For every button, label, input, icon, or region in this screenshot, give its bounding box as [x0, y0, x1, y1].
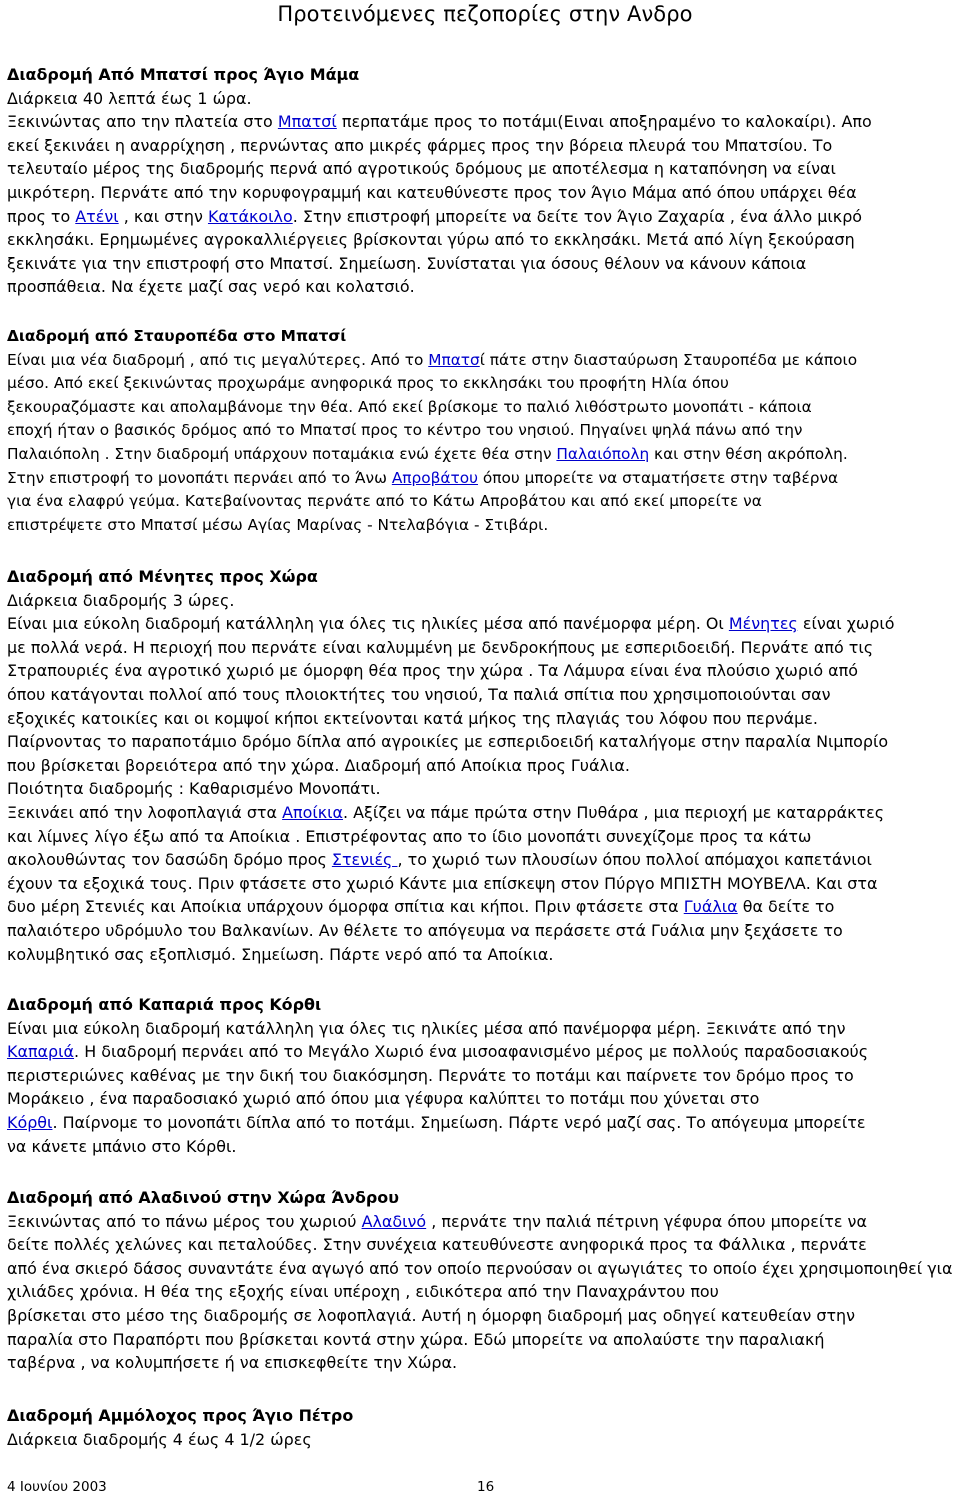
section-heading	[7, 993, 953, 1017]
place-link[interactable]: Μπατσ	[428, 350, 480, 369]
text-run: που βρίσκεται βορειότερα από την χώρα. Διαδρομή από Αποίκια προς Γυάλια.	[7, 755, 630, 775]
text-run: για	[927, 1258, 953, 1278]
text-line	[7, 490, 953, 514]
text-line	[7, 228, 953, 252]
text-line	[7, 1087, 953, 1111]
text-run: Είναι μια νέα διαδρομή , από τις μεγαλύτερες. Από το	[7, 350, 429, 369]
text-line	[7, 1328, 953, 1352]
text-line	[7, 396, 953, 420]
text-run: Διαδρομή από Αλαδινού στην Χώρα Άνδρου	[7, 1188, 400, 1207]
text-line	[7, 1428, 953, 1452]
text-run: Διαδρομή από Καπαριά προς Κόρθι	[7, 995, 322, 1014]
text-line	[7, 872, 953, 896]
text-run: Παίρνοντας το παραποτάμιο δρόμο δίπλα από αγροικίες με εσπεριδοειδή καταλήγομε στην παραλία Νιμπορίο	[7, 732, 889, 752]
text-run: έχουν τα εξοχικά τους. Πριν φτάσετε στο χωριό Κάντε μια επίσκεψη στον Πύργο ΜΠΙΣΤΗ ΜΟΥΒΕΛΑ. Και στα	[7, 873, 878, 893]
text-line	[7, 801, 953, 825]
text-line	[7, 181, 953, 205]
text-run: ακολουθώντας τον δασώδη δρόμο προς	[7, 850, 332, 870]
text-line	[7, 443, 953, 467]
text-run: παραλία στο Παραπόρτι που βρίσκεται κοντά στην χώρα. Εδώ μπορείτε να απολαύστε την παραλιακή	[7, 1329, 825, 1349]
page-title: Προτεινόμενες πεζοπορίες στην Ανδρο	[277, 2, 693, 26]
text-line	[7, 1135, 953, 1159]
text-line	[7, 1280, 953, 1304]
text-run: ταβέρνα , να κολυμπήσετε ή να επισκεφθείτε την Χώρα.	[7, 1353, 458, 1373]
text-run: Ξεκινάει από την λοφοπλαγιά στα	[7, 802, 283, 822]
text-run: . Η διαδρομή περνάει από το Μεγάλο Χωριό ένα μισοαφανισμένο μέρος με πολλούς παραδοσιακούς	[74, 1042, 869, 1062]
text-line	[7, 1017, 953, 1041]
text-run: , το χωριό των πλουσίων όπου πολλοί απόμαχοι καπετάνιοι	[397, 850, 872, 870]
text-line	[7, 110, 953, 134]
text-line	[7, 1257, 952, 1281]
text-run: Είναι μια εύκολη διαδρομή κατάλληλη για όλες τις ηλικίες μέσα από πανέμορφα μέρη. Οι	[7, 614, 729, 634]
text-line	[7, 419, 953, 443]
text-run: ί πάτε στην διασταύρωση Σταυροπέδα με κάποιο	[479, 350, 858, 369]
text-run: . Στην επιστροφή μπορείτε να δείτε τον Άγιο Ζαχαρία , ένα άλλο μικρό	[292, 206, 863, 226]
text-run: ξεκινάτε για την επιστροφή στο Μπατσί. Σημείωση. Συνίσταται για όσους θέλουν να κάνουν κάποια	[7, 253, 807, 273]
text-run: Διάρκεια διαδρομής 3 ώρες.	[7, 590, 235, 610]
place-link[interactable]: Απροβάτου	[391, 468, 479, 487]
place-link[interactable]: Κατάκοιλο	[207, 206, 293, 226]
text-run: βρίσκεται στο μέσο της διαδρομής σε λοφοπλαγιά. Αυτή η όμορφη διαδρομή μας οδηγεί κατευθείαν στην	[7, 1305, 856, 1325]
text-run: παλαιότερο υδρόμυλο του Βαλκανίων. Αν θέλετε το απόγευμα να περάσετε στά Γυάλια μην ξεχάσετε το	[7, 920, 843, 940]
text-run: τελευταίο μέρος της διαδρομής περνά από αγροτικούς δρόμους με αποτέλεσμα η καταπόνηση να είναι	[7, 159, 836, 179]
text-run: Διαδρομή από Σταυροπέδα στο Μπατσί	[7, 327, 347, 345]
text-line	[7, 134, 953, 158]
section-stavropeda-batsi	[7, 325, 957, 537]
text-line	[7, 349, 953, 373]
text-line	[7, 514, 953, 538]
text-line	[7, 895, 953, 919]
text-run: δυο μέρη Στενιές και Αποίκια υπάρχουν όμορφα σπίτια και κήποι. Πριν φτάσετε στα	[7, 897, 684, 917]
text-run: Είναι μια εύκολη διαδρομή κατάλληλη για όλες τις ηλικίες μέσα από πανέμορφα μέρη. Ξεκινάτε από την	[7, 1018, 846, 1038]
text-run: από ένα σκιερό δάσος συναντάτε ένα αγωγό από τον οποίο περνούσαν οι αγωγιάτες το οποίο έχει χρησιμοποιηθεί	[7, 1258, 923, 1278]
text-line	[7, 659, 953, 683]
place-link[interactable]: Παλαιόπολη	[556, 444, 650, 463]
text-run: να κάνετε μπάνιο στο Κόρθι.	[7, 1136, 237, 1156]
text-run: μικρότερη. Περνάτε από την κορυφογραμμή και κατευθύνεστε προς τον Άγιο Μάμα από όπου υπάρχει θέα	[7, 182, 857, 202]
text-run: εκεί ξεκινάει η αναρρίχηση , περνώντας απο μικρές φάρμες προς την βόρεια πλευρά του Μπατσίου. Το	[7, 135, 833, 155]
section-heading	[7, 63, 953, 87]
text-line	[7, 1111, 953, 1135]
text-line	[7, 1210, 953, 1234]
section-heading	[7, 565, 953, 589]
text-run: . Παίρνομε το μονοπάτι δίπλα από το ποτάμι. Σημείωση. Πάρτε νερό μαζί σας. Το απόγευμα μπορείτε	[52, 1112, 866, 1132]
text-line	[7, 707, 953, 731]
text-run: Ξεκινώντας από το πάνω μέρος του χωριού	[7, 1211, 362, 1231]
text-run: Ποιότητα διαδρομής : Καθαρισμένο Μονοπάτι.	[7, 779, 381, 799]
text-run: ξεκουραζόμαστε και απολαμβάνομε την θέα. Από εκεί βρίσκομε το παλιό λιθόστρωτο μονοπάτι - κάποια	[7, 397, 812, 416]
text-run: με πολλά νερά. Η περιοχή που περνάτε είναι καλυμμένη με δενδροκήπους με εσπεριδοειδή. Περνάτε από τις	[7, 637, 874, 657]
text-line	[7, 205, 953, 229]
text-run: εξοχικές κατοικίες και οι κομψοί κήποι εκτείνονται κατά μήκος της πλαγιάς του λόφου που περνάμε.	[7, 708, 818, 728]
text-run: δείτε πολλές χελώνες και πεταλούδες. Στην συνέχεια κατευθύνεστε ανηφορικά προς τα Φάλλικα , περνάτε	[7, 1235, 867, 1255]
text-run: και στην θέση ακρόπολη.	[649, 444, 848, 463]
text-run: Διαδρομή Από Μπατσί προς Άγιο Μάμα	[7, 65, 360, 84]
text-run: μέσο. Από εκεί ξεκινώντας προχωράμε ανηφορικά προς το εκκλησάκι του προφήτη Ηλία όπου	[7, 374, 729, 393]
text-line	[7, 754, 953, 778]
text-run: επιστρέψετε στο Μπατσί μέσω Αγίας Μαρίνας - Ντελαβόγια - Στιβάρι.	[7, 515, 549, 534]
text-run: όπου κατάγονται πολλοί από τους πλοιοκτήτες του νησιού, Τα παλιά σπίτια που χρησιμοποιούνται σαν	[7, 684, 831, 704]
text-line	[7, 157, 953, 181]
text-line	[7, 825, 953, 849]
text-run: Διαδρομή Αμμόλοχος προς Άγιο Πέτρο	[7, 1406, 354, 1425]
place-link[interactable]: Μένητες	[728, 614, 798, 634]
text-line	[7, 275, 953, 299]
section-menites-chora	[7, 565, 957, 966]
text-run: προς το	[7, 206, 76, 226]
text-run: προσπάθεια. Να έχετε μαζί σας νερό και κολατσιό.	[7, 277, 415, 297]
text-line	[7, 777, 953, 801]
footer-date: 4 Ιουνίου 2003	[7, 1479, 107, 1495]
text-line	[7, 252, 953, 276]
section-heading	[7, 1404, 953, 1428]
text-line	[7, 730, 953, 754]
place-link[interactable]: Γυάλια	[683, 897, 738, 917]
place-link[interactable]: Αλαδινό	[361, 1211, 427, 1231]
text-line	[7, 683, 953, 707]
text-run: . Αξίζει να πάμε πρώτα στην Πυθάρα , μια περιοχή με καταρράκτες	[343, 802, 885, 822]
text-run: , περνάτε την παλιά πέτρινη γέφυρα όπου μπορείτε να	[426, 1211, 867, 1231]
text-run: Ξεκινώντας απο την πλατεία στο	[7, 112, 278, 132]
text-line	[7, 1351, 953, 1375]
place-link[interactable]: Στενιές	[331, 850, 398, 870]
text-run: όπου μπορείτε να σταματήσετε στην ταβέρνα	[478, 468, 839, 487]
text-run: είναι χωριό	[797, 614, 895, 634]
place-link[interactable]: Ατένι	[75, 206, 119, 226]
text-line	[7, 589, 953, 613]
text-line	[7, 612, 953, 636]
section-kaparia-korthi	[7, 993, 957, 1158]
text-line	[7, 1233, 953, 1257]
text-run: Διάρκεια 40 λεπτά έως 1 ώρα.	[7, 88, 252, 108]
text-run: Μοράκειο , ένα παραδοσιακό χωριό από όπου μια γέφυρα καλύπτει το ποτάμι που χύνεται στο	[7, 1089, 760, 1109]
text-run: χιλιάδες χρόνια. Η θέα της εξοχής είναι υπέροχη , ειδικότερα από την Παναχράντου που	[7, 1282, 719, 1302]
place-link[interactable]: Μπατσί	[277, 112, 337, 132]
text-run: εποχή ήταν ο βασικός δρόμος από το Μπατσί προς το κέντρο του νησιού. Πηγαίνει ψηλά πάνω από την	[7, 421, 803, 440]
section-heading	[7, 325, 953, 349]
text-run: κολυμβητικό σας εξοπλισμό. Σημείωση. Πάρτε νερό από τα Αποίκια.	[7, 944, 554, 964]
text-line	[7, 372, 953, 396]
text-line	[7, 467, 953, 491]
text-run: εκκλησάκι. Ερημωμένες αγροκαλλιέργειες βρίσκονται γύρω από το εκκλησάκι. Μετά από λίγη ξεκούραση	[7, 230, 855, 250]
page-number: 16	[477, 1479, 495, 1495]
text-run: Παλαιόπολη . Στην διαδρομή υπάρχουν ποταμάκια ενώ έχετε θέα στην	[7, 444, 557, 463]
text-run: Διάρκεια διαδρομής 4 έως 4 1/2 ώρες	[7, 1429, 312, 1449]
section-aladinou-chora	[7, 1186, 957, 1375]
text-run: , και στην	[118, 206, 208, 226]
text-line	[7, 1304, 953, 1328]
text-line	[7, 87, 953, 111]
text-run: για ένα ελαφρύ γεύμα. Κατεβαίνοντας περνάτε από το Κάτω Απροβάτου και από εκεί μπορείτε να	[7, 492, 762, 511]
text-line	[7, 848, 953, 872]
section-heading	[7, 1186, 953, 1210]
section-ammolochos-agios-petros	[7, 1404, 957, 1451]
place-link[interactable]: Κόρθι	[7, 1112, 53, 1132]
text-run: Στραπουριές ένα αγροτικό χωριό με όμορφη θέα προς την χώρα . Τα Λάμυρα είναι ένα πλούσιο χωριό από	[7, 661, 858, 681]
section-batsi-agios-mamas	[7, 63, 957, 299]
text-run: περπατάμε προς το ποτάμι(Ειναι αποξηραμένο το καλοκαίρι). Απο	[336, 112, 872, 132]
text-line	[7, 1040, 953, 1064]
text-line	[7, 919, 953, 943]
place-link[interactable]: Αποίκια	[282, 802, 344, 822]
text-run: Στην επιστροφή το μονοπάτι περνάει από το Άνω	[7, 468, 392, 487]
text-run: και λίμνες λίγο έξω από τα Αποίκια . Επιστρέφοντας απο το ίδιο μονοπάτι συνεχίζομε προς τα κάτω	[7, 826, 812, 846]
place-link[interactable]: Καπαριά	[7, 1042, 75, 1062]
text-line	[7, 943, 953, 967]
text-run: Διαδρομή από Μένητες προς Χώρα	[7, 567, 318, 586]
text-run: περιστεριώνες καθένας με την δική του διακόσμηση. Περνάτε το ποτάμι και παίρνετε τον δρόμο προς το	[7, 1065, 854, 1085]
text-run: θα δείτε το	[737, 897, 835, 917]
text-line	[7, 1064, 953, 1088]
text-line	[7, 636, 953, 660]
